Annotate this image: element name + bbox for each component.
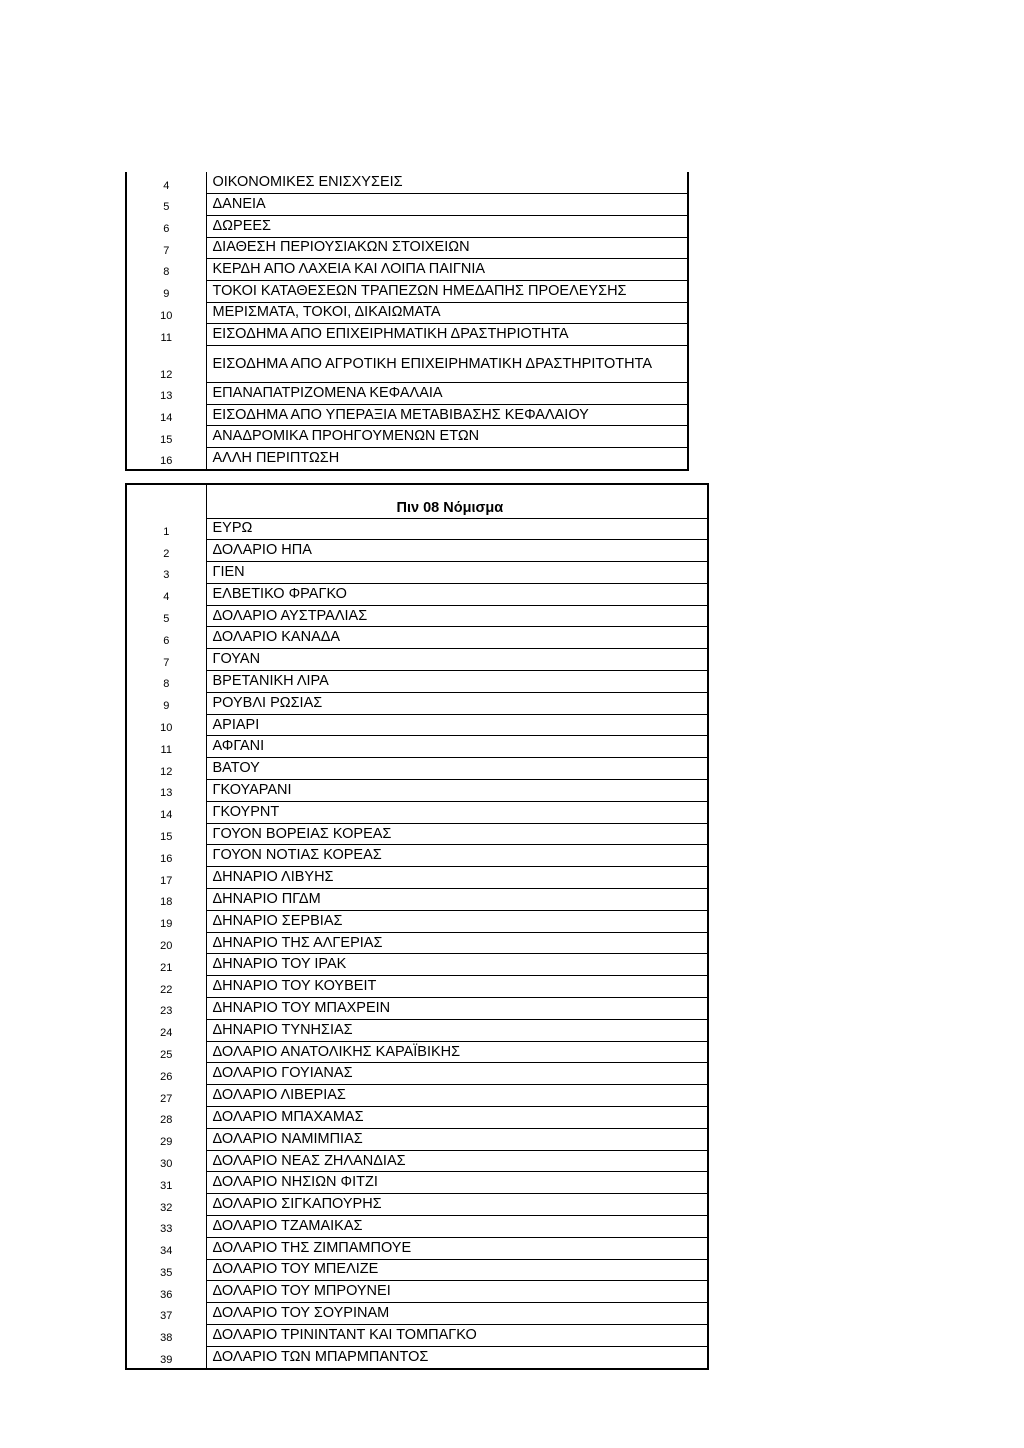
row-label: ΔΟΛΑΡΙΟ ΤΡΙΝΙΝΤΑΝΤ ΚΑΙ ΤΟΜΠΑΓΚΟ	[206, 1324, 708, 1346]
row-number: 26	[126, 1063, 206, 1085]
table-row	[126, 1107, 708, 1129]
table-row	[126, 889, 708, 911]
row-number: 2	[126, 540, 206, 562]
table-row	[126, 426, 688, 448]
row-number: 14	[126, 801, 206, 823]
table-row	[126, 1303, 708, 1325]
row-label: ΕΠΑΝΑΠΑΤΡΙΖΟΜΕΝΑ ΚΕΦΑΛΑΙΑ	[206, 383, 688, 405]
row-label: ΕΙΣΟΔΗΜΑ ΑΠΟ ΕΠΙΧΕΙΡΗΜΑΤΙΚΗ ΔΡΑΣΤΗΡΙΟΤΗΤΑ	[206, 324, 688, 346]
row-number: 16	[126, 448, 206, 471]
table-row	[126, 976, 708, 998]
table-row	[126, 649, 708, 671]
table-row	[126, 1019, 708, 1041]
row-number: 35	[126, 1259, 206, 1281]
row-number: 14	[126, 404, 206, 426]
row-label: ΑΝΑΔΡΟΜΙΚΑ ΠΡΟΗΓΟΥΜΕΝΩΝ ΕΤΩΝ	[206, 426, 688, 448]
row-number: 5	[126, 605, 206, 627]
row-label: ΟΙΚΟΝΟΜΙΚΕΣ ΕΝΙΣΧΥΣΕΙΣ	[206, 172, 688, 194]
currency-table-title: Πιν 08 Νόμισμα	[206, 484, 708, 518]
row-number: 29	[126, 1128, 206, 1150]
row-label: ΔΗΝΑΡΙΟ ΤΥΝΗΣΙΑΣ	[206, 1019, 708, 1041]
row-number: 16	[126, 845, 206, 867]
table-row	[126, 780, 708, 802]
row-number: 11	[126, 736, 206, 758]
row-label: ΒΡΕΤΑΝΙΚΗ ΛΙΡΑ	[206, 671, 708, 693]
row-number: 19	[126, 910, 206, 932]
table-row	[126, 302, 688, 324]
currency-table	[125, 483, 709, 1370]
table-row	[126, 448, 688, 471]
table-row	[126, 194, 688, 216]
row-label: ΔΟΛΑΡΙΟ ΤΖΑΜΑΙΚΑΣ	[206, 1216, 708, 1238]
table-row	[126, 1063, 708, 1085]
table-row	[126, 518, 708, 540]
row-label: ΓΚΟΥΡΝΤ	[206, 801, 708, 823]
row-label: ΔΟΛΑΡΙΟ ΝΑΜΙΜΠΙΑΣ	[206, 1128, 708, 1150]
row-number: 13	[126, 780, 206, 802]
row-label: ΔΟΛΑΡΙΟ ΑΥΣΤΡΑΛΙΑΣ	[206, 605, 708, 627]
row-number: 37	[126, 1303, 206, 1325]
table-row	[126, 932, 708, 954]
table-row	[126, 736, 708, 758]
row-label: ΚΕΡΔΗ ΑΠΟ ΛΑΧΕΙΑ ΚΑΙ ΛΟΙΠΑ ΠΑΙΓΝΙΑ	[206, 259, 688, 281]
row-number: 38	[126, 1324, 206, 1346]
row-number: 1	[126, 518, 206, 540]
table-row	[126, 324, 688, 346]
row-label: ΔΙΑΘΕΣΗ ΠΕΡΙΟΥΣΙΑΚΩΝ ΣΤΟΙΧΕΙΩΝ	[206, 237, 688, 259]
row-number: 18	[126, 889, 206, 911]
row-number: 23	[126, 998, 206, 1020]
row-number: 13	[126, 383, 206, 405]
currency-table-body	[126, 484, 708, 1369]
row-number: 8	[126, 671, 206, 693]
row-label: ΔΟΛΑΡΙΟ ΜΠΑΧΑΜΑΣ	[206, 1107, 708, 1129]
row-label: ΕΙΣΟΔΗΜΑ ΑΠΟ ΑΓΡΟΤΙΚΗ ΕΠΙΧΕΙΡΗΜΑΤΙΚΗ ΔΡΑΣΤΗΡΙΤΟΤΗΤΑ	[206, 346, 688, 383]
row-label: ΔΩΡΕΕΣ	[206, 215, 688, 237]
row-number: 22	[126, 976, 206, 998]
row-number: 7	[126, 649, 206, 671]
table-row	[126, 562, 708, 584]
table-row	[126, 237, 688, 259]
table-row	[126, 801, 708, 823]
table-row	[126, 845, 708, 867]
table-row	[126, 627, 708, 649]
row-number: 24	[126, 1019, 206, 1041]
table-row	[126, 259, 688, 281]
row-label: ΔΟΛΑΡΙΟ ΑΝΑΤΟΛΙΚΗΣ ΚΑΡΑΪΒΙΚΗΣ	[206, 1041, 708, 1063]
row-number: 4	[126, 172, 206, 194]
table-row	[126, 671, 708, 693]
currency-table-header	[126, 484, 708, 518]
row-number: 10	[126, 302, 206, 324]
income-type-table-body	[126, 172, 688, 470]
table-row	[126, 998, 708, 1020]
row-label: ΔΗΝΑΡΙΟ ΠΓΔΜ	[206, 889, 708, 911]
table-row	[126, 758, 708, 780]
row-number: 6	[126, 215, 206, 237]
row-label: ΔΟΛΑΡΙΟ ΝΕΑΣ ΖΗΛΑΝΔΙΑΣ	[206, 1150, 708, 1172]
table-row	[126, 867, 708, 889]
row-label: ΔΑΝΕΙΑ	[206, 194, 688, 216]
row-number: 12	[126, 346, 206, 383]
row-label: ΓΚΟΥΑΡΑΝΙ	[206, 780, 708, 802]
row-label: ΔΟΛΑΡΙΟ ΣΙΓΚΑΠΟΥΡΗΣ	[206, 1194, 708, 1216]
row-label: ΔΟΛΑΡΙΟ ΓΟΥΙΑΝΑΣ	[206, 1063, 708, 1085]
row-label: ΕΙΣΟΔΗΜΑ ΑΠΟ ΥΠΕΡΑΞΙΑ ΜΕΤΑΒΙΒΑΣΗΣ ΚΕΦΑΛΑΙΟΥ	[206, 404, 688, 426]
table-row	[126, 1281, 708, 1303]
row-number: 33	[126, 1216, 206, 1238]
row-number: 5	[126, 194, 206, 216]
row-number: 9	[126, 280, 206, 302]
row-number: 12	[126, 758, 206, 780]
table-row	[126, 540, 708, 562]
row-number: 4	[126, 583, 206, 605]
row-label: ΔΗΝΑΡΙΟ ΤΟΥ ΚΟΥΒΕΙΤ	[206, 976, 708, 998]
table-row	[126, 280, 688, 302]
row-label: ΔΟΛΑΡΙΟ ΤΟΥ ΜΠΕΛΙΖΕ	[206, 1259, 708, 1281]
row-number: 32	[126, 1194, 206, 1216]
row-number: 30	[126, 1150, 206, 1172]
table-row	[126, 1216, 708, 1238]
row-number: 31	[126, 1172, 206, 1194]
table-row	[126, 1259, 708, 1281]
row-label: ΔΟΛΑΡΙΟ ΤΟΥ ΣΟΥΡΙΝΑΜ	[206, 1303, 708, 1325]
row-label: ΑΛΛΗ ΠΕΡΙΠΤΩΣΗ	[206, 448, 688, 471]
row-number: 20	[126, 932, 206, 954]
row-label: ΔΗΝΑΡΙΟ ΣΕΡΒΙΑΣ	[206, 910, 708, 932]
table-row	[126, 910, 708, 932]
row-number: 11	[126, 324, 206, 346]
table-row	[126, 1346, 708, 1369]
row-number: 10	[126, 714, 206, 736]
table-row	[126, 172, 688, 194]
row-label: ΔΗΝΑΡΙΟ ΤΟΥ ΜΠΑΧΡΕΙΝ	[206, 998, 708, 1020]
table-row	[126, 1172, 708, 1194]
table-row	[126, 1041, 708, 1063]
row-number: 21	[126, 954, 206, 976]
row-label: ΡΟΥΒΛΙ ΡΩΣΙΑΣ	[206, 692, 708, 714]
row-label: ΔΟΛΑΡΙΟ ΛΙΒΕΡΙΑΣ	[206, 1085, 708, 1107]
table-row	[126, 954, 708, 976]
row-label: ΒΑΤΟΥ	[206, 758, 708, 780]
row-number: 28	[126, 1107, 206, 1129]
row-label: ΕΛΒΕΤΙΚΟ ΦΡΑΓΚΟ	[206, 583, 708, 605]
row-label: ΔΟΛΑΡΙΟ ΤΩΝ ΜΠΑΡΜΠΑΝΤΟΣ	[206, 1346, 708, 1369]
row-label: ΔΗΝΑΡΙΟ ΤΟΥ ΙΡΑΚ	[206, 954, 708, 976]
row-label: ΔΗΝΑΡΙΟ ΤΗΣ ΑΛΓΕΡΙΑΣ	[206, 932, 708, 954]
table-row	[126, 1237, 708, 1259]
table-row	[126, 1150, 708, 1172]
row-label: ΔΟΛΑΡΙΟ ΚΑΝΑΔΑ	[206, 627, 708, 649]
row-number: 27	[126, 1085, 206, 1107]
row-label: ΑΦΓΑΝΙ	[206, 736, 708, 758]
table-row	[126, 714, 708, 736]
row-label: ΔΟΛΑΡΙΟ ΤΟΥ ΜΠΡΟΥΝΕΙ	[206, 1281, 708, 1303]
table-row	[126, 1324, 708, 1346]
table-row	[126, 404, 688, 426]
row-label: ΑΡΙΑΡΙ	[206, 714, 708, 736]
row-label: ΤΟΚΟΙ ΚΑΤΑΘΕΣΕΩΝ ΤΡΑΠΕΖΩΝ ΗΜΕΔΑΠΗΣ ΠΡΟΕΛΕΥΣΗΣ	[206, 280, 688, 302]
income-type-table	[125, 172, 689, 471]
row-number: 15	[126, 823, 206, 845]
row-number: 9	[126, 692, 206, 714]
table-row	[126, 1194, 708, 1216]
row-label: ΓΟΥΟΝ ΒΟΡΕΙΑΣ ΚΟΡΕΑΣ	[206, 823, 708, 845]
header-blank-cell	[126, 484, 206, 518]
row-label: ΔΟΛΑΡΙΟ ΗΠΑ	[206, 540, 708, 562]
row-number: 17	[126, 867, 206, 889]
row-label: ΔΟΛΑΡΙΟ ΤΗΣ ΖΙΜΠΑΜΠΟΥΕ	[206, 1237, 708, 1259]
row-label: ΓΟΥΑΝ	[206, 649, 708, 671]
row-number: 3	[126, 562, 206, 584]
table-row	[126, 1128, 708, 1150]
table-row	[126, 605, 708, 627]
row-number: 7	[126, 237, 206, 259]
row-number: 39	[126, 1346, 206, 1369]
row-number: 25	[126, 1041, 206, 1063]
table-row	[126, 346, 688, 383]
row-label: ΕΥΡΩ	[206, 518, 708, 540]
row-number: 8	[126, 259, 206, 281]
row-label: ΔΟΛΑΡΙΟ ΝΗΣΙΩΝ ΦΙΤΖΙ	[206, 1172, 708, 1194]
row-label: ΓΙΕΝ	[206, 562, 708, 584]
table-row	[126, 692, 708, 714]
row-label: ΜΕΡΙΣΜΑΤΑ, ΤΟΚΟΙ, ΔΙΚΑΙΩΜΑΤΑ	[206, 302, 688, 324]
table-row	[126, 383, 688, 405]
row-number: 36	[126, 1281, 206, 1303]
row-label: ΔΗΝΑΡΙΟ ΛΙΒΥΗΣ	[206, 867, 708, 889]
row-number: 15	[126, 426, 206, 448]
table-row	[126, 1085, 708, 1107]
table-row	[126, 215, 688, 237]
table-row	[126, 583, 708, 605]
row-number: 34	[126, 1237, 206, 1259]
table-row	[126, 823, 708, 845]
row-number: 6	[126, 627, 206, 649]
row-label: ΓΟΥΟΝ ΝΟΤΙΑΣ ΚΟΡΕΑΣ	[206, 845, 708, 867]
